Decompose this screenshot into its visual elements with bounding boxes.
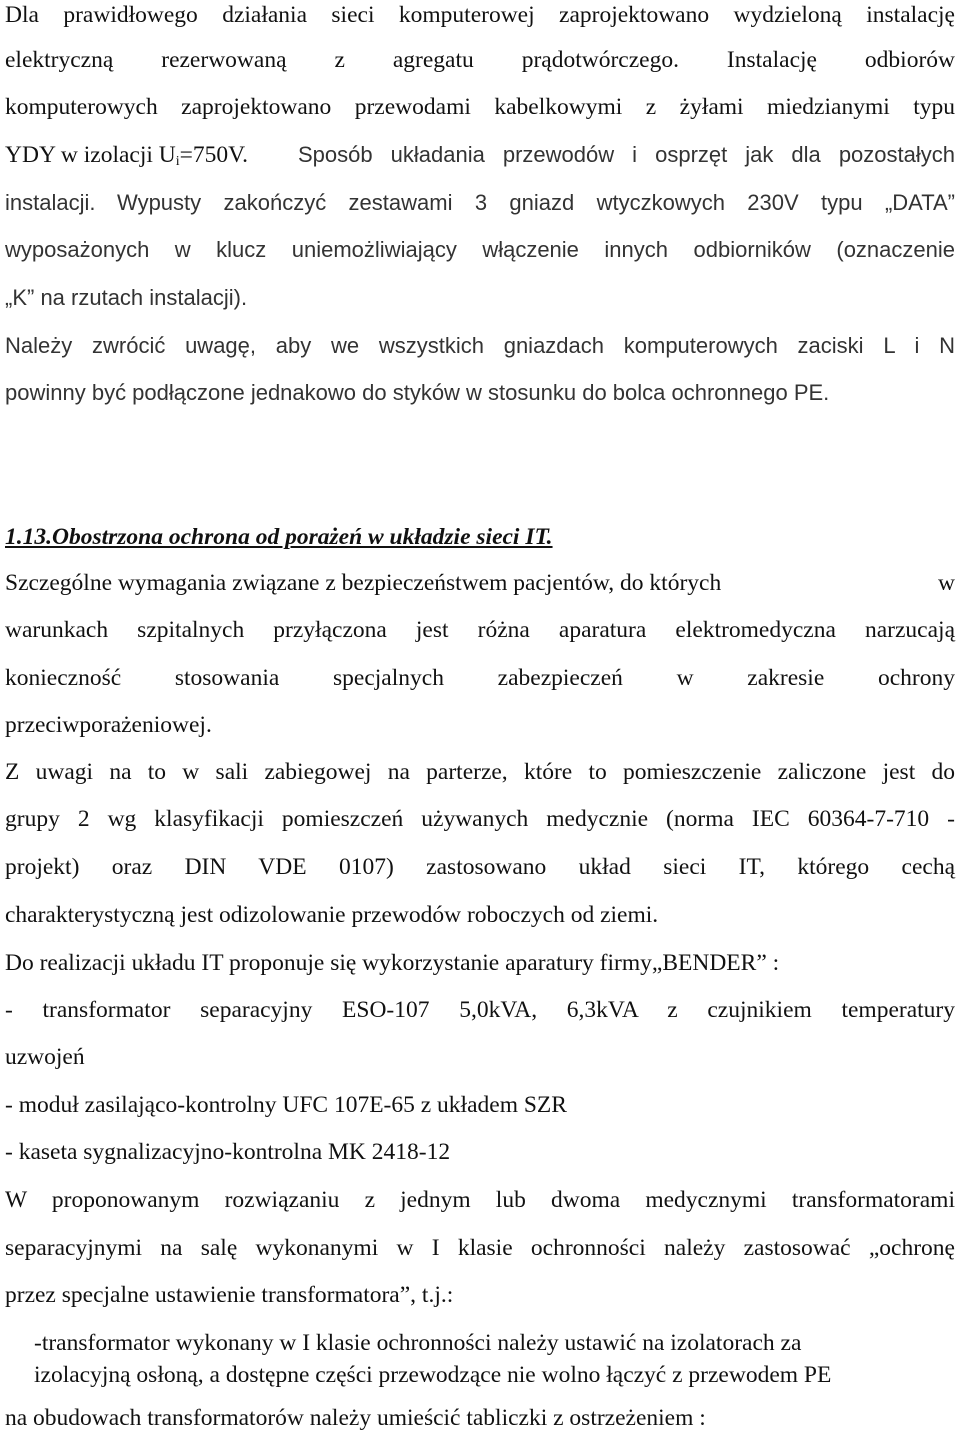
paragraph-6-line-3: przez specjalne ustawienie transformatora”, t.j.:	[5, 1282, 454, 1308]
paragraph-3-line-3: konieczność stosowania specjalnych zabezpieczeń w zakresie ochrony	[5, 665, 955, 691]
paragraph-6-line-1: W proponowanym rozwiązaniu z jednym lub dwoma medycznymi transformatorami	[5, 1187, 955, 1213]
paragraph-4-line-4: charakterystyczną jest odizolowanie przewodów roboczych od ziemi.	[5, 902, 659, 928]
paragraph-1-outlets-sentence: Wypusty zakończyć zestawami 3 gniazd wtyczkowych 230V typu „DATA”	[117, 190, 955, 215]
paragraph-1-sans-tail: Sposób układania przewodów i osprzęt jak dla pozostałych	[298, 142, 955, 167]
list-item-transformer: - transformator separacyjny ESO-107 5,0kVA, 6,3kVA z czujnikiem temperatury	[5, 997, 955, 1023]
paragraph-1-line-6: wyposażonych w klucz uniemożliwiający włączenie innych odbiorników (oznaczenie	[5, 237, 955, 262]
paragraph-2-line-1: Należy zwrócić uwagę, aby we wszystkich gniazdach komputerowych zaciski L i N	[5, 333, 955, 358]
paragraph-3-line-4: przeciwporażeniowej.	[5, 712, 212, 738]
subscript-i: i	[175, 154, 180, 169]
paragraph-4-line-2: grupy 2 wg klasyfikacji pomieszczeń używanych medycznie (norma IEC 60364-7-710 -	[5, 806, 955, 832]
section-heading	[5, 522, 955, 552]
paragraph-1-line-2: elektryczną rezerwowaną z agregatu prądotwórczego. Instalację odbiorów	[5, 47, 955, 73]
paragraph-3-line-1	[5, 568, 955, 598]
paragraph-1-line-5	[5, 188, 955, 218]
paragraph-4-line-1: Z uwagi na to w sali zabiegowej na parterze, które to pomieszczenie zaliczone jest do	[5, 759, 955, 785]
section-title: Obostrzona ochrona od porażeń w układzie sieci IT.	[52, 524, 553, 550]
paragraph-1-line-7: „K” na rzutach instalacji).	[5, 285, 248, 310]
paragraph-7-line-2: izolacyjną osłoną, a dostępne części przewodzące nie wolno łączyć z przewodem PE	[34, 1362, 832, 1388]
paragraph-1-installations-word: instalacji.	[5, 190, 96, 215]
paragraph-6-line-2: separacyjnymi na salę wykonanymi w I klasie ochronności należy zastosować „ochronę	[5, 1235, 955, 1261]
paragraph-3-line-2: warunkach szpitalnych przyłączona jest różna aparatura elektromedyczna narzucają	[5, 617, 955, 643]
section-number: 1.13.	[5, 524, 52, 550]
list-item-transformer-continued: uzwojeń	[5, 1044, 85, 1070]
voltage-value: =750V.	[179, 142, 248, 168]
paragraph-4-line-3: projekt) oraz DIN VDE 0107) zastosowano układ sieci IT, którego cechą	[5, 854, 955, 880]
list-item-signalling-panel: - kaseta sygnalizacyjno-kontrolna MK 2418-12	[5, 1139, 451, 1165]
paragraph-1-line-4	[5, 140, 955, 170]
list-item-supply-module: - moduł zasilająco-kontrolny UFC 107E-65 z układem SZR	[5, 1092, 567, 1118]
paragraph-7-line-3: na obudowach transformatorów należy umieścić tabliczki z ostrzeżeniem :	[5, 1405, 706, 1431]
paragraph-7-line-1: -transformator wykonany w I klasie ochronności należy ustawić na izolatorach za	[34, 1330, 802, 1356]
paragraph-5-line-1: Do realizacji układu IT proponuje się wykorzystanie aparatury firmy„BENDER” :	[5, 950, 780, 976]
paragraph-3-line-1-end-word: w	[938, 570, 955, 596]
paragraph-2-line-2: powinny być podłączone jednakowo do styków w stosunku do bolca ochronnego PE.	[5, 380, 830, 405]
paragraph-3-line-1-text: Szczególne wymagania związane z bezpieczeństwem pacjentów, do których	[5, 570, 722, 596]
paragraph-1-line-4-start: YDY w izolacji U	[5, 142, 176, 168]
paragraph-1-line-1: Dla prawidłowego działania sieci komputerowej zaprojektowano wydzieloną instalację	[5, 2, 955, 28]
paragraph-1-line-3: komputerowych zaprojektowano przewodami kabelkowymi z żyłami miedzianymi typu	[5, 94, 955, 120]
